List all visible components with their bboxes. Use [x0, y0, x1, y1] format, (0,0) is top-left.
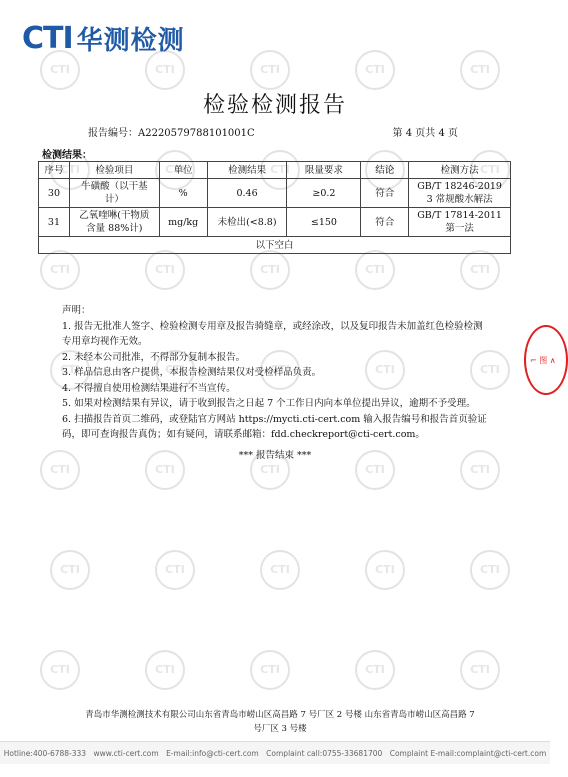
- disclaimer-block: [62, 303, 492, 443]
- cell-no: 30: [39, 179, 70, 208]
- company-logo: [22, 22, 185, 54]
- watermark-logo: [250, 650, 290, 690]
- results-table: [38, 161, 511, 254]
- seal-stamp-text: ⌐ 图 ∧: [530, 356, 556, 365]
- footer-website: www.cti-cert.com: [93, 748, 159, 758]
- cell-item-line1: 牛磺酸（以干基: [81, 181, 148, 192]
- watermark-logo: [40, 650, 80, 690]
- col-header-limit: 限量要求: [287, 162, 361, 179]
- cell-method-line2: 第一法: [445, 223, 474, 234]
- watermark-logo: [365, 550, 405, 590]
- watermark-logo: [470, 550, 510, 590]
- col-header-unit: 单位: [159, 162, 207, 179]
- col-header-result: 检测结果: [207, 162, 287, 179]
- col-header-item: 检验项目: [69, 162, 159, 179]
- watermark-logo: [460, 250, 500, 290]
- watermark-logo: [145, 650, 185, 690]
- disclaimer-item: 4. 不得擅自使用检测结果进行不当宣传。: [62, 382, 236, 394]
- watermark-logo: [250, 50, 290, 90]
- company-address: 青岛市华测检测技术有限公司山东省青岛市崂山区高昌路 7 号厂区 2 号楼 山东省青岛市崂山区高昌路 7 号厂区 3 号楼: [85, 710, 475, 734]
- watermark-logo: [355, 50, 395, 90]
- cell-unit: %: [159, 179, 207, 208]
- disclaimer-heading: 声明：: [62, 305, 91, 316]
- section-label: 检测结果：: [42, 150, 92, 161]
- cell-limit: ≥0.2: [287, 179, 361, 208]
- table-blank-row: [39, 237, 511, 254]
- disclaimer-item: 6. 扫描报告首页二维码，或登陆官方网站 https://mycti.cti-cert.com 输入报告编号和报告首页验证码，即可查询报告真伪；如有疑问，请联系邮箱：fdd.checkreport@cti-cert.com。: [62, 413, 487, 440]
- footer-hotline: Hotline:400-6788-333: [3, 748, 87, 758]
- watermark-logo: [250, 250, 290, 290]
- report-title: 检验检测报告: [202, 93, 347, 118]
- watermark-logo: [40, 250, 80, 290]
- logo-mark: CTI: [22, 20, 73, 56]
- disclaimer-item: 5. 如果对检测结果有异议，请于收到报告之日起 7 个工作日内向本单位提出异议，逾期不予受理。: [62, 398, 476, 409]
- report-number: 报告编号：A2220579788101001C: [88, 128, 255, 139]
- cell-method: [409, 179, 511, 208]
- report-end-marker: *** 报告结束 ***: [238, 450, 312, 461]
- watermark-logo: [50, 550, 90, 590]
- blank-note: 以下空白: [39, 237, 511, 254]
- table-row: [39, 208, 511, 237]
- col-header-conclusion: 结论: [361, 162, 409, 179]
- cell-item-line2: 含量 88%计): [86, 223, 143, 234]
- table-row: [39, 179, 511, 208]
- cell-conclusion: 符合: [361, 208, 409, 237]
- cell-result: 未检出(<8.8): [207, 208, 287, 237]
- watermark-logo: [355, 250, 395, 290]
- footer-complaint-call: Complaint call:0755-33681700: [266, 748, 383, 758]
- footer-email: E-mail:info@cti-cert.com: [166, 748, 259, 758]
- cell-unit: mg/kg: [159, 208, 207, 237]
- cell-method-line2: 3 常规酸水解法: [426, 194, 493, 205]
- watermark-logo: [460, 50, 500, 90]
- cell-item: [69, 179, 159, 208]
- cell-result: 0.46: [207, 179, 287, 208]
- logo-chinese-name: 华测检测: [76, 25, 185, 56]
- cell-item: [69, 208, 159, 237]
- cell-no: 31: [39, 208, 70, 237]
- table-header-row: [39, 162, 511, 179]
- watermark-logo: [260, 550, 300, 590]
- disclaimer-item: 3. 样品信息由客户提供，本报告检测结果仅对受检样品负责。: [62, 367, 322, 378]
- watermark-logo: [155, 550, 195, 590]
- watermark-logo: [145, 250, 185, 290]
- disclaimer-item: 1. 报告无批准人签字、检验检测专用章及报告骑缝章，或经涂改，以及复印报告未加盖红色检验检测专用章均视作无效。: [62, 320, 483, 347]
- cell-limit: ≤150: [287, 208, 361, 237]
- cell-method-line1: GB/T 18246-2019: [417, 181, 502, 192]
- watermark-logo: [355, 650, 395, 690]
- watermark-logo: [40, 50, 80, 90]
- cell-item-line2: 计）: [104, 194, 124, 205]
- col-header-method: 检测方法: [409, 162, 511, 179]
- cell-method: [409, 208, 511, 237]
- page-footer: [0, 741, 550, 764]
- watermark-logo: [460, 650, 500, 690]
- seal-stamp: [524, 325, 568, 395]
- cell-item-line1: 乙氧喹啉(干物质: [79, 210, 150, 221]
- cell-conclusion: 符合: [361, 179, 409, 208]
- disclaimer-item: 2. 未经本公司批准，不得部分复制本报告。: [62, 351, 246, 363]
- page-number: 第 4 页共 4 页: [392, 128, 458, 139]
- cell-method-line1: GB/T 17814-2011: [417, 210, 502, 221]
- footer-complaint-email: Complaint E-mail:complaint@cti-cert.com: [389, 748, 547, 758]
- col-header-no: 序号: [39, 162, 70, 179]
